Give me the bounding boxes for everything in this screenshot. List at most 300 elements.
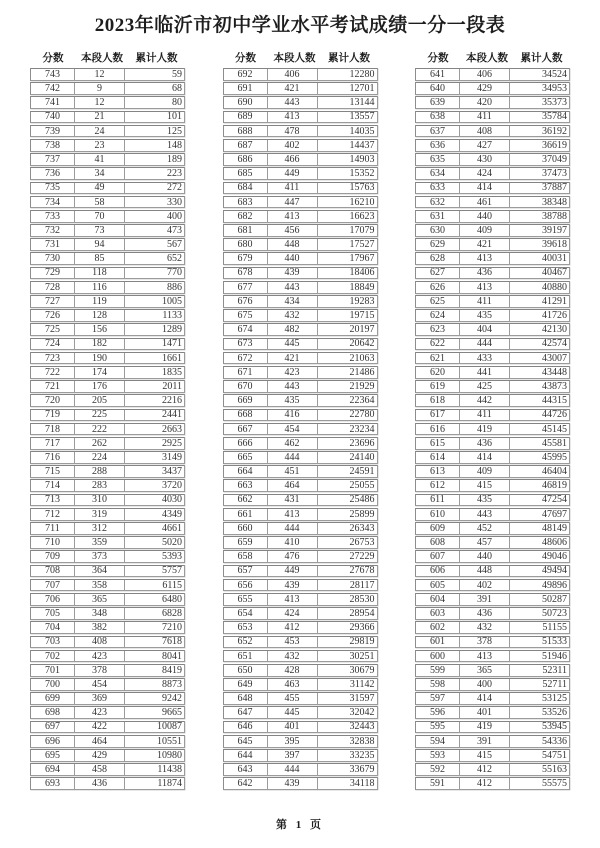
table-row [415, 678, 570, 691]
score-cell: 624 [416, 310, 460, 321]
score-cell: 645 [224, 736, 268, 747]
table-row [223, 465, 378, 478]
score-cell: 649 [224, 679, 268, 690]
table-row [415, 210, 570, 223]
segment-count-cell: 413 [460, 651, 510, 662]
table-row [30, 508, 185, 521]
segment-count-cell: 369 [75, 693, 125, 704]
table-row [415, 139, 570, 152]
table-row [30, 295, 185, 308]
cumulative-count-cell: 39618 [542, 239, 567, 251]
table-row [30, 82, 185, 95]
score-cell: 642 [224, 778, 268, 789]
segment-count-cell: 9 [75, 83, 125, 94]
segment-count-cell: 476 [268, 551, 318, 562]
segment-count-cell: 408 [75, 637, 125, 648]
cumulative-count-cell: 652 [167, 253, 182, 265]
table-row [223, 735, 378, 748]
cumulative-count-cell: 47697 [542, 508, 567, 520]
segment-count-cell: 482 [268, 324, 318, 335]
segment-count-cell: 413 [460, 253, 510, 264]
table-row [415, 153, 570, 166]
table-row [30, 167, 185, 180]
segment-count-cell: 432 [268, 310, 318, 321]
header-cumulative-count: 累计人数 [328, 53, 370, 64]
table-row [415, 267, 570, 280]
segment-count-cell: 463 [268, 679, 318, 690]
score-cell: 732 [31, 225, 75, 236]
segment-count-cell: 432 [460, 622, 510, 633]
cumulative-count-cell: 3149 [162, 451, 182, 463]
cumulative-count-cell: 21486 [349, 366, 375, 378]
score-cell: 617 [416, 410, 460, 421]
cumulative-count-cell: 21929 [349, 380, 375, 392]
cumulative-count-cell: 886 [167, 281, 182, 293]
score-cell: 641 [416, 69, 460, 80]
segment-count-cell: 447 [268, 197, 318, 208]
segment-count-cell: 448 [268, 239, 318, 250]
table-row [223, 281, 378, 294]
cumulative-count-cell: 14903 [349, 153, 375, 165]
table-row [223, 579, 378, 592]
segment-count-cell: 420 [460, 97, 510, 108]
cumulative-count-cell: 33679 [349, 764, 375, 776]
segment-count-cell: 443 [268, 282, 318, 293]
score-cell: 656 [224, 580, 268, 591]
table-row [415, 423, 570, 436]
cumulative-count-cell: 18406 [349, 267, 375, 279]
score-cell: 679 [224, 253, 268, 264]
cumulative-count-cell: 36619 [542, 139, 567, 151]
segment-count-cell: 413 [268, 211, 318, 222]
score-cell: 695 [31, 750, 75, 761]
segment-count-cell: 395 [268, 736, 318, 747]
segment-count-cell: 422 [75, 722, 125, 733]
segment-count-cell: 429 [460, 83, 510, 94]
score-cell: 733 [31, 211, 75, 222]
score-cell: 741 [31, 97, 75, 108]
score-cell: 635 [416, 154, 460, 165]
cumulative-count-cell: 11438 [157, 764, 182, 776]
score-cell: 667 [224, 424, 268, 435]
cumulative-count-cell: 38788 [542, 210, 567, 222]
segment-count-cell: 444 [460, 339, 510, 350]
segment-count-cell: 434 [268, 296, 318, 307]
segment-count-cell: 408 [460, 126, 510, 137]
table-row [30, 735, 185, 748]
cumulative-count-cell: 1005 [162, 295, 182, 307]
cumulative-count-cell: 17079 [349, 224, 375, 236]
cumulative-count-cell: 20197 [349, 324, 375, 336]
segment-count-cell: 359 [75, 537, 125, 548]
table-row [30, 664, 185, 677]
score-cell: 593 [416, 750, 460, 761]
score-cell: 658 [224, 551, 268, 562]
header-cumulative-count: 累计人数 [135, 53, 178, 64]
table-row [30, 522, 185, 535]
score-cell: 673 [224, 339, 268, 350]
score-cell: 705 [31, 608, 75, 619]
cumulative-count-cell: 47254 [542, 494, 567, 506]
segment-count-cell: 466 [268, 154, 318, 165]
table-row [30, 281, 185, 294]
table-row [415, 593, 570, 606]
cumulative-count-cell: 28954 [349, 607, 375, 619]
segment-count-cell: 419 [460, 424, 510, 435]
score-cell: 680 [224, 239, 268, 250]
table-row [30, 366, 185, 379]
score-cell: 728 [31, 282, 75, 293]
segment-count-cell: 397 [268, 750, 318, 761]
segment-count-cell: 415 [460, 750, 510, 761]
score-cell: 665 [224, 452, 268, 463]
segment-count-cell: 404 [460, 324, 510, 335]
score-cell: 734 [31, 197, 75, 208]
score-cell: 671 [224, 367, 268, 378]
score-cell: 743 [31, 69, 75, 80]
segment-count-cell: 432 [268, 651, 318, 662]
table-row [30, 394, 185, 407]
segment-count-cell: 21 [75, 112, 125, 123]
segment-count-cell: 401 [460, 707, 510, 718]
cumulative-count-cell: 4661 [162, 522, 182, 534]
cumulative-count-cell: 36192 [542, 125, 567, 137]
score-cell: 640 [416, 83, 460, 94]
cumulative-count-cell: 43007 [542, 352, 567, 364]
score-cell: 628 [416, 253, 460, 264]
cumulative-count-cell: 52311 [542, 664, 567, 676]
score-cell: 687 [224, 140, 268, 151]
cumulative-count-cell: 37473 [542, 168, 567, 180]
score-cell: 616 [416, 424, 460, 435]
cumulative-count-cell: 49494 [542, 565, 567, 577]
score-cell: 632 [416, 197, 460, 208]
score-cell: 740 [31, 112, 75, 123]
header-segment-count: 本段人数 [466, 53, 508, 64]
cumulative-count-cell: 272 [167, 182, 182, 194]
table-row [30, 465, 185, 478]
cumulative-count-cell: 7210 [162, 622, 182, 634]
cumulative-count-cell: 1835 [162, 366, 182, 378]
segment-count-cell: 24 [75, 126, 125, 137]
segment-count-cell: 453 [268, 637, 318, 648]
score-cell: 731 [31, 239, 75, 250]
table-row [30, 111, 185, 124]
cumulative-count-cell: 38348 [542, 196, 567, 208]
cumulative-count-cell: 14035 [349, 125, 375, 137]
cumulative-count-cell: 19715 [349, 310, 375, 322]
segment-count-cell: 421 [268, 353, 318, 364]
cumulative-count-cell: 30679 [349, 664, 375, 676]
cumulative-count-cell: 5393 [162, 551, 182, 563]
segment-count-cell: 413 [268, 112, 318, 123]
segment-count-cell: 85 [75, 253, 125, 264]
score-table-column-1 [30, 53, 185, 792]
segment-count-cell: 436 [460, 438, 510, 449]
table-row [30, 607, 185, 620]
cumulative-count-cell: 2011 [162, 380, 182, 392]
segment-count-cell: 23 [75, 140, 125, 151]
table-row [30, 309, 185, 322]
table-row [223, 423, 378, 436]
score-cell: 626 [416, 282, 460, 293]
table-row [223, 664, 378, 677]
segment-count-cell: 156 [75, 324, 125, 335]
segment-count-cell: 409 [460, 225, 510, 236]
table-row [30, 224, 185, 237]
table-row [223, 96, 378, 109]
table-row [415, 238, 570, 251]
segment-count-cell: 439 [268, 580, 318, 591]
cumulative-count-cell: 32443 [349, 721, 375, 733]
score-cell: 714 [31, 480, 75, 491]
segment-count-cell: 415 [460, 480, 510, 491]
cumulative-count-cell: 12701 [349, 83, 375, 95]
segment-count-cell: 128 [75, 310, 125, 321]
table-row [415, 465, 570, 478]
score-cell: 721 [31, 381, 75, 392]
segment-count-cell: 12 [75, 97, 125, 108]
score-cell: 697 [31, 722, 75, 733]
cumulative-count-cell: 10980 [157, 749, 182, 761]
segment-count-cell: 439 [268, 268, 318, 279]
segment-count-cell: 402 [460, 580, 510, 591]
table-row [223, 550, 378, 563]
segment-count-cell: 451 [268, 466, 318, 477]
segment-count-cell: 424 [460, 168, 510, 179]
score-cell: 646 [224, 722, 268, 733]
cumulative-count-cell: 4030 [162, 494, 182, 506]
table-row [223, 636, 378, 649]
table-row [415, 394, 570, 407]
segment-count-cell: 464 [75, 736, 125, 747]
table-row [415, 522, 570, 535]
segment-count-cell: 456 [268, 225, 318, 236]
segment-count-cell: 421 [460, 239, 510, 250]
segment-count-cell: 310 [75, 495, 125, 506]
table-row [415, 565, 570, 578]
cumulative-count-cell: 18849 [349, 281, 375, 293]
score-cell: 629 [416, 239, 460, 250]
cumulative-count-cell: 29819 [349, 636, 375, 648]
score-cell: 677 [224, 282, 268, 293]
table-row [30, 706, 185, 719]
segment-count-cell: 423 [268, 367, 318, 378]
segment-count-cell: 445 [268, 339, 318, 350]
score-cell: 600 [416, 651, 460, 662]
table-row [415, 494, 570, 507]
table-row [30, 550, 185, 563]
score-cell: 736 [31, 168, 75, 179]
cumulative-count-cell: 46404 [542, 466, 567, 478]
segment-count-cell: 439 [268, 778, 318, 789]
cumulative-count-cell: 6115 [162, 579, 182, 591]
cumulative-count-cell: 35373 [542, 97, 567, 109]
score-cell: 702 [31, 651, 75, 662]
table-row [30, 338, 185, 351]
table-row [415, 96, 570, 109]
segment-count-cell: 348 [75, 608, 125, 619]
score-cell: 737 [31, 154, 75, 165]
score-cell: 681 [224, 225, 268, 236]
segment-count-cell: 454 [268, 424, 318, 435]
table-row [30, 96, 185, 109]
segment-count-cell: 391 [460, 736, 510, 747]
score-cell: 601 [416, 637, 460, 648]
score-cell: 682 [224, 211, 268, 222]
table-row [223, 451, 378, 464]
cumulative-count-cell: 7618 [162, 636, 182, 648]
cumulative-count-cell: 51155 [542, 622, 567, 634]
score-cell: 717 [31, 438, 75, 449]
cumulative-count-cell: 53125 [542, 693, 567, 705]
table-row [30, 650, 185, 663]
header-cumulative-count: 累计人数 [520, 53, 563, 64]
cumulative-count-cell: 9665 [162, 707, 182, 719]
score-cell: 699 [31, 693, 75, 704]
segment-count-cell: 428 [268, 665, 318, 676]
cumulative-count-cell: 2663 [162, 423, 182, 435]
table-row [30, 196, 185, 209]
cumulative-count-cell: 55575 [542, 778, 567, 790]
score-cell: 636 [416, 140, 460, 151]
cumulative-count-cell: 22364 [349, 395, 375, 407]
page-number: 第 1 页 [276, 819, 324, 831]
segment-count-cell: 174 [75, 367, 125, 378]
cumulative-count-cell: 23696 [349, 437, 375, 449]
cumulative-count-cell: 23234 [349, 423, 375, 435]
table-row [415, 749, 570, 762]
score-cell: 676 [224, 296, 268, 307]
segment-count-cell: 429 [75, 750, 125, 761]
segment-count-cell: 365 [460, 665, 510, 676]
segment-count-cell: 222 [75, 424, 125, 435]
segment-count-cell: 411 [460, 296, 510, 307]
table-row [223, 437, 378, 450]
segment-count-cell: 421 [268, 83, 318, 94]
score-cell: 634 [416, 168, 460, 179]
table-row [415, 607, 570, 620]
cumulative-count-cell: 39197 [542, 224, 567, 236]
table-row [223, 153, 378, 166]
table-row [415, 182, 570, 195]
cumulative-count-cell: 16623 [349, 210, 375, 222]
table-row [223, 82, 378, 95]
segment-count-cell: 454 [75, 679, 125, 690]
table-row [415, 579, 570, 592]
cumulative-count-cell: 34524 [542, 68, 567, 80]
segment-count-cell: 442 [460, 395, 510, 406]
score-cell: 694 [31, 764, 75, 775]
cumulative-count-cell: 8419 [162, 664, 182, 676]
table-row [30, 409, 185, 422]
table-row [223, 139, 378, 152]
table-row [30, 777, 185, 790]
table-row [30, 621, 185, 634]
segment-count-cell: 462 [268, 438, 318, 449]
table-row [415, 763, 570, 776]
cumulative-count-cell: 101 [167, 111, 182, 123]
table-row [415, 68, 570, 81]
cumulative-count-cell: 46819 [542, 480, 567, 492]
cumulative-count-cell: 50287 [542, 593, 567, 605]
score-cell: 614 [416, 452, 460, 463]
score-cell: 727 [31, 296, 75, 307]
segment-count-cell: 457 [460, 537, 510, 548]
score-cell: 716 [31, 452, 75, 463]
cumulative-count-cell: 223 [167, 168, 182, 180]
segment-count-cell: 365 [75, 594, 125, 605]
cumulative-count-cell: 32042 [349, 707, 375, 719]
table-row [223, 238, 378, 251]
table-row [415, 252, 570, 265]
table-row [223, 352, 378, 365]
cumulative-count-cell: 1133 [162, 310, 182, 322]
cumulative-count-cell: 20642 [349, 338, 375, 350]
table-row [223, 224, 378, 237]
table-row [223, 777, 378, 790]
cumulative-count-cell: 770 [167, 267, 182, 279]
segment-count-cell: 288 [75, 466, 125, 477]
segment-count-cell: 423 [75, 651, 125, 662]
score-cell: 678 [224, 268, 268, 279]
segment-count-cell: 118 [75, 268, 125, 279]
cumulative-count-cell: 4349 [162, 508, 182, 520]
table-header [415, 53, 570, 65]
segment-count-cell: 49 [75, 183, 125, 194]
table-row [415, 721, 570, 734]
segment-count-cell: 58 [75, 197, 125, 208]
segment-count-cell: 12 [75, 69, 125, 80]
cumulative-count-cell: 28530 [349, 593, 375, 605]
cumulative-count-cell: 43448 [542, 366, 567, 378]
segment-count-cell: 449 [268, 168, 318, 179]
table-row [415, 706, 570, 719]
table-row [223, 68, 378, 81]
cumulative-count-cell: 31597 [349, 693, 375, 705]
segment-count-cell: 449 [268, 566, 318, 577]
score-cell: 591 [416, 778, 460, 789]
score-cell: 622 [416, 339, 460, 350]
score-cell: 708 [31, 566, 75, 577]
segment-count-cell: 411 [268, 183, 318, 194]
score-cell: 684 [224, 183, 268, 194]
cumulative-count-cell: 50723 [542, 607, 567, 619]
table-row [415, 437, 570, 450]
table-row [415, 352, 570, 365]
table-row [30, 153, 185, 166]
table-row [223, 182, 378, 195]
table-row [223, 380, 378, 393]
table-row [415, 777, 570, 790]
table-row [223, 749, 378, 762]
table-header [30, 53, 185, 65]
score-cell: 670 [224, 381, 268, 392]
segment-count-cell: 436 [460, 608, 510, 619]
table-header [223, 53, 378, 65]
score-cell: 662 [224, 495, 268, 506]
segment-count-cell: 119 [75, 296, 125, 307]
table-row [223, 295, 378, 308]
segment-count-cell: 358 [75, 580, 125, 591]
table-row [415, 636, 570, 649]
cumulative-count-cell: 17527 [349, 239, 375, 251]
score-cell: 651 [224, 651, 268, 662]
segment-count-cell: 406 [460, 69, 510, 80]
table-row [223, 692, 378, 705]
score-cell: 715 [31, 466, 75, 477]
table-row [223, 706, 378, 719]
